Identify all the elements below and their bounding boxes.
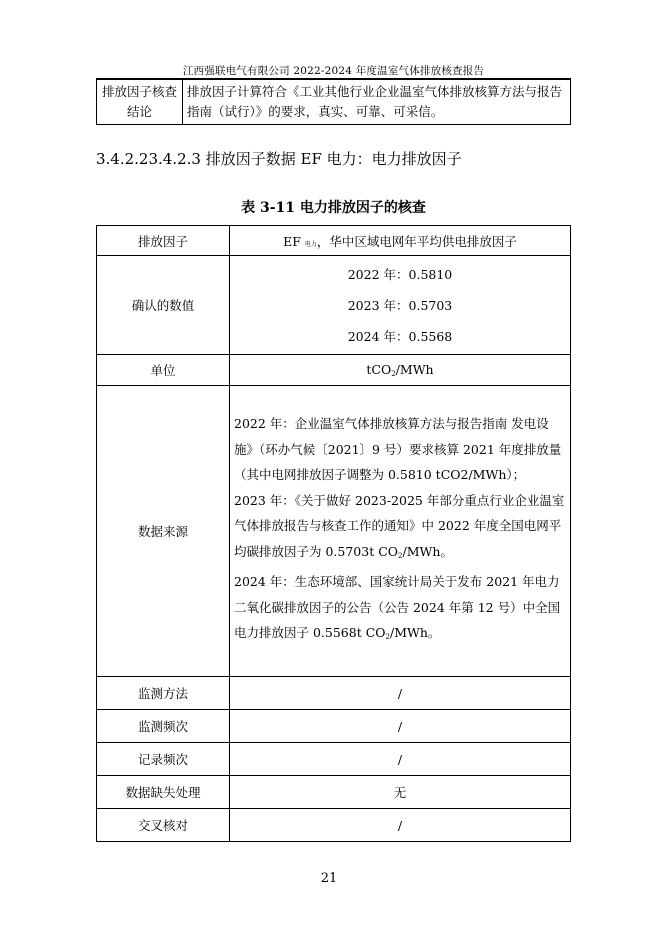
table-row	[97, 743, 571, 776]
source-label: 数据来源	[97, 386, 230, 677]
conclusion-row	[97, 80, 571, 125]
table-row	[97, 710, 571, 743]
page-header: 江西强联电气有限公司 2022-2024 年度温室气体排放核查报告	[182, 65, 485, 77]
value-cell	[230, 256, 571, 355]
missing-data-value: 无	[230, 776, 571, 809]
unit-suffix: /MWh	[395, 362, 434, 377]
monitor-freq-value: /	[230, 710, 571, 743]
table-row	[97, 226, 571, 256]
unit-label: 单位	[97, 355, 230, 386]
conclusion-label-line2: 结论	[126, 104, 152, 119]
conclusion-label-line1: 排放因子核查	[101, 84, 177, 99]
page-number: 21	[320, 871, 338, 886]
emission-factor-table	[96, 225, 571, 842]
factor-label: 排放因子	[97, 226, 230, 256]
source-2023	[234, 488, 566, 570]
conclusion-table	[96, 79, 571, 125]
value-label: 确认的数值	[97, 256, 230, 355]
source-2023-suffix: /MWh。	[402, 543, 453, 559]
table-row	[97, 776, 571, 809]
conclusion-label-cell	[97, 80, 183, 125]
cross-check-value: /	[230, 809, 571, 842]
table-caption: 表 3-11 电力排放因子的核查	[241, 200, 426, 216]
table-row	[97, 809, 571, 842]
section-heading: 3.4.2.23.4.2.3 排放因子数据 EF 电力：电力排放因子	[96, 150, 462, 168]
value-2024: 2024 年：0.5568	[347, 328, 453, 344]
source-2024	[234, 569, 566, 651]
table-row	[97, 386, 571, 677]
source-2024-text: 2024 年：生态环境部、国家统计局关于发布 2021 年电力二氧化碳排放因子的公告（公告 2024 年第 12 号）中全国电力排放因子 0.5568t CO	[234, 574, 561, 641]
factor-value	[230, 226, 571, 256]
missing-data-label: 数据缺失处理	[97, 776, 230, 809]
value-2023: 2023 年：0.5703	[347, 297, 453, 313]
cross-check-label: 交叉核对	[97, 809, 230, 842]
unit-value	[230, 355, 571, 386]
record-freq-value: /	[230, 743, 571, 776]
source-2023-text: 2023 年：《关于做好 2023-2025 年部分重点行业企业温室气体排放报告与核查工作的通知》中 2022 年度全国电网平均碳排放因子为 0.5703t CO	[234, 492, 565, 559]
conclusion-content: 排放因子计算符合《工业其他行业企业温室气体排放核算方法与报告指南（试行）》的要求，真实、可靠、可采信。	[183, 80, 571, 125]
source-cell	[230, 386, 571, 677]
source-2024-subscript: 2	[385, 633, 390, 642]
unit-prefix: tCO	[366, 362, 392, 377]
factor-ef-subscript: 电力	[304, 240, 317, 248]
factor-description: ，华中区域电网年平均供电排放因子	[316, 233, 517, 249]
table-row	[97, 256, 571, 355]
source-2023-subscript: 2	[398, 551, 403, 560]
table-row	[97, 355, 571, 386]
monitor-freq-label: 监测频次	[97, 710, 230, 743]
monitor-method-value: /	[230, 677, 571, 710]
unit-subscript: 2	[391, 370, 396, 378]
table-row	[97, 677, 571, 710]
factor-ef: EF	[283, 233, 301, 249]
monitor-method-label: 监测方法	[97, 677, 230, 710]
value-2022: 2022 年：0.5810	[347, 266, 453, 282]
source-2024-suffix: /MWh。	[390, 625, 441, 641]
record-freq-label: 记录频次	[97, 743, 230, 776]
source-2022: 2022 年：企业温室气体排放核算方法与报告指南 发电设施》（环办气候〔2021〕9 号）要求核算 2021 年度排放量（其中电网排放因子调整为 0.5810 tCO2/MWh）；	[234, 416, 562, 483]
